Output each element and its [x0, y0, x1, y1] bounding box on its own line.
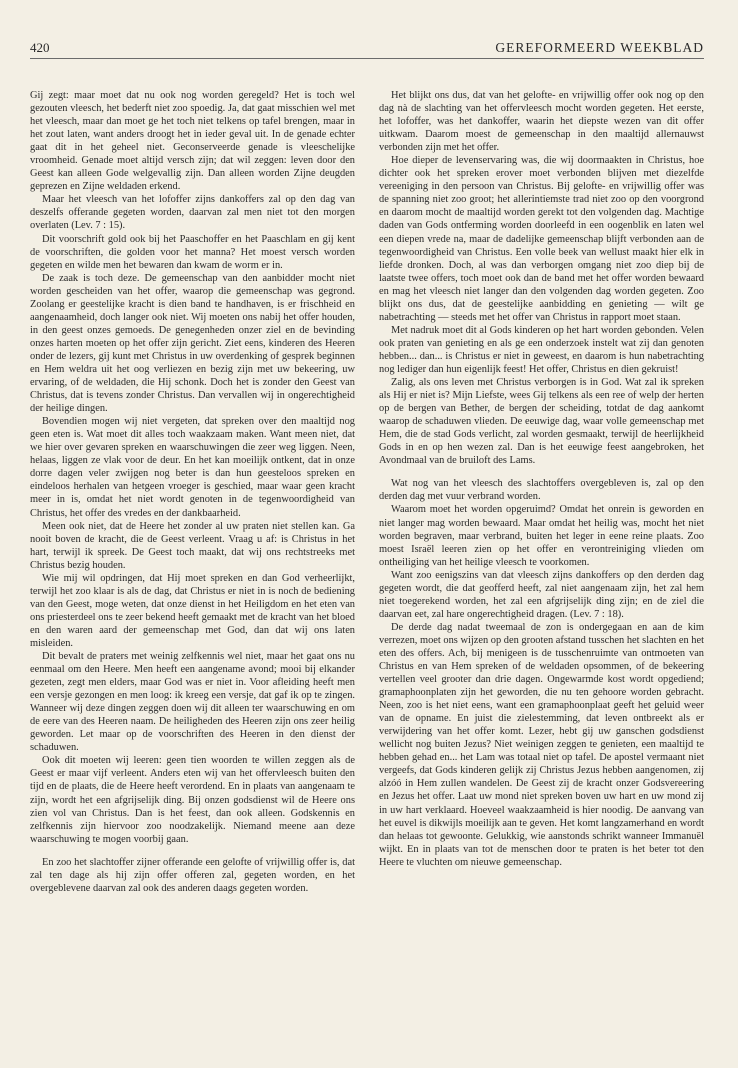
paragraph: Dit bevalt de praters met weinig zelfkennis wel niet, maar het gaat ons nu eenmaal om den Heere. Men heeft een aangename avond; mooi bij elkander gezeten, zegt men elders, maar God was er niet in. Voor afleiding heeft men een versje gezongen en men loog: ik kreeg een versje, dat gaf ik op te zingen. Wanneer wij deze dingen zeggen doen wij dit alleen ter waarschuwing en om de eere van des Heeren naam. De heiligheden des Heeren zijn ons zeer heilig geworden. Let maar op de voorschriften des Heeren in den dienst der schaduwen.: [30, 651, 355, 754]
paragraph: Met nadruk moet dit al Gods kinderen op het hart worden gebonden. Velen ook praten van genieting en als ge een onderzoek instelt wat zij dan genoten hebben... dan... is Christus er niet in geweest, en daarom is hun nabetrachting nog lediger dan hun eigenlijk feest! Het offer, Christus en dien gekruist!: [379, 324, 704, 375]
paragraph: Hoe dieper de levenservaring was, die wij doormaakten in Christus, hoe dichter ook het spreken erover moet verbonden blijven met diezelfde vereeniging in den persoon van Christus. Bij gelofte- en vrijwillig offer was de spanning niet zoo groot; het allerintiemste trad niet zoo op den voorgrond en daarom mocht de maaltijd worden gerekt tot den volgenden dag. Machtige daden van Gods ontferming worden doorleefd in een oogenblik en laten wel een diepen vrede na, maar de dadelijke gemeenschap blijft verbonden aan de tegenwoordigheid van Christus. Een volle beek van wellust maakt hier elk in liefde dronken. Doch, al was dan verborgen omgang niet zoo diep bij de laatste twee offers, toch moet ook dan de band met het offer worden bewaard en mag het vleesch niet langer dan den volgenden dag worden gegeten. Zoo blijkt ons dus, dat de geestelijke aanbidding en genieting — wilt ge nabetrachting — steeds met het offer van Christus in rapport moet staan.: [379, 155, 704, 323]
paragraph: Meen ook niet, dat de Heere het zonder al uw praten niet stellen kan. Ga nooit boven de kracht, die de Geest verleent. Vraag u af: is Christus in het hart, terwijl ik spreek. De Geest toch maakt, dat wij ons rechtstreeks met Christus bezig houden.: [30, 520, 355, 571]
page-header: [30, 40, 704, 59]
scripture-quote: Want zoo eenigszins van dat vleesch zijns dankoffers op den derden dag gegeten wordt, die dat geofferd heeft, zal niet aangenaam zijn, het zal hem niet toegerekend worden, het zal een afgrijselijk ding zijn; en de ziel die daarvan eet, zal hare ongerechtigheid dragen. (Lev. 7 : 18).: [379, 569, 704, 620]
page-number: 420: [30, 40, 50, 55]
paragraph: Dit voorschrift gold ook bij het Paaschoffer en het Paaschlam en gij kent de voorschriften, die golden voor het manna? Het moest versch worden gegeten en wilde men het bewaren dan kwam de worm er in.: [30, 233, 355, 271]
text-columns: [30, 89, 704, 895]
paragraph: Waarom moet het worden opgeruimd? Omdat het onrein is geworden en niet langer mag worden bewaard. Maar omdat het heilig was, mocht het niet worden begraven, maar verbrand, buiten het leger in eene reine plaats. Zoo moest Israël leeren zien op het offer en verontreiniging vlieden om ontheiliging van het heilige vleesch te voorkomen.: [379, 504, 704, 568]
paragraph: De derde dag nadat tweemaal de zon is ondergegaan en aan de kim verrezen, moet ons wijzen op den grooten afstand tusschen het slachten en het eten des offers. Ach, bij menigeen is de tusschenruimte van ontmoeten van Christus en van Hem spreken of de weldaden opsommen, of de bekeering vertellen veel grooter dan drie dagen. Ongewarmde kost wordt opgediend; gramaphoonplaten zijn het geworden, die nu ten gehoore worden gebracht. Neen, zoo is het niet eens, want een gramaphoonplaat geeft het geluid weer van de opname. En juist die zielestemming, dat leven ontbreekt als er verwijdering van het offer komt. Lezer, hebt gij uw ganschen godsdienst wellicht nog buiten Jezus? Niet weinigen zeggen te genieten, een maaltijd te hebben gehad en... het Lam was totaal niet op tafel. De apostel vermaant niet vergeefs, dat Gods kinderen gelijk zij Christus Jezus hebben aangenomen, zij alzóó in Hem zullen wandelen. De Geest zij de kracht onzer Godsvereering en Jezus het offer. Laat uw mond niet spreken boven uw hart en uw mond zij in uw hart verklaard. Hoeveel waakzaamheid is hier noodig. De aanvang van het euvel is dikwijls moeilijk aan te geven. Het komt langzamerhand en wordt dan helaas tot gewoonte. Gelukkig, wie aanstonds schrikt wanneer Immanuël wijkt. En in plaats van tot de menschen door te praten is het beter tot den Heere te vluchten om nieuwe gemeenschap.: [379, 621, 704, 868]
scripture-quote: Wat nog van het vleesch des slachtoffers overgebleven is, zal op den derden dag met vuur verbrand worden.: [379, 478, 704, 503]
left-column: [30, 89, 355, 895]
paragraph: Bovendien mogen wij niet vergeten, dat spreken over den maaltijd nog geen eten is. Wat moet dit alles toch waakzaam maken. Want meen niet, dat we hier over gevaren spreken en waarschuwingen die zeer weg liggen. Neen, helaas, liggen ze vlak voor de deur. En het kan moeilijk ontkent, dat in onze dorre dagen veler zwijgen nog beter is dan hun geesteloos spreken en eindeloos herhalen van hetgeen vroeger is geschied, maar waar geen kracht meer in is, omdat het niet wordt genoten in de tegenwoordigheid van Christus, het offer des vredes en der dankbaarheid.: [30, 416, 355, 519]
paragraph: Gij zegt: maar moet dat nu ook nog worden geregeld? Het is toch wel gezouten vleesch, het bederft niet zoo spoedig. Ja, dat gaat misschien wel met het vleesch, maar dan moet ge het toch niet telkens op tafel brengen, maar in het zout laten, want anders droogt het in ieder geval uit. In de genade echter gaat dit in het geheel niet. Geconserveerde genade is vleeschelijke vroomheid. Genade moet altijd versch zijn; dat wil zeggen: leven door den Geest kan alleen Gode welgevallig zijn. Dan alleen worden Zijne deugden geprezen en Zijne weldaden erkend.: [30, 90, 355, 193]
paragraph: Ook dit moeten wij leeren: geen tien woorden te willen zeggen als de Geest er maar vijf verleent. Anders eten wij van het offervleesch buiten den tijd en de plaats, die de Heere heeft verordend. En in plaats van aangenaam te zijn, wordt het een afgrijselijk ding. Bij onzen godsdienst wil de Heere ons zien vol van Christus. Dan is het feest, dan ook alleen. Godskennis en zelfkennis zijn hiervoor zoo noodzakelijk. Niemand meene aan deze waarschuwing te mogen voorbij gaan.: [30, 755, 355, 845]
paragraph: Het blijkt ons dus, dat van het gelofte- en vrijwillig offer ook nog op den dag nà de slachting van het offervleesch mocht worden gegeten. Het eerste, het lofoffer, was het dankoffer, waarin het diepste wezen van dit offer uitkwam. Daarom moest de gemeenschap in den maaltijd allernauwst verbonden zijn met het offer.: [379, 90, 704, 154]
right-column: [379, 89, 704, 895]
paragraph: De zaak is toch deze. De gemeenschap van den aanbidder mocht niet worden gescheiden van het offer, waarop die gemeenschap was gegrond. Zoolang er geestelijke kracht is dien band te handhaven, is er frischheid en aangenaamheid, doch langer ook niet. Wij moeten ons nabij het offer houden, in den geest onzes gemoeds. De genegenheden onzer ziel en de bevinding onzes harten moeten op het offer zijn gericht. Ziet eens, kinderen des Heeren onder de lezers, gij kunt met Christus in uw overdenking of gesprek beginnen en Hem weldra uit het oog verliezen en bezig zijn met uw bekeering, uw ervaring, of de weldaden, die Hij schonk. Doch het is zonder den Geest van Christus, dat is tevens zonder Christus. Dan vervallen wij in ongerechtigheid der heilige dingen.: [30, 272, 355, 415]
paragraph: Zalig, als ons leven met Christus verborgen is in God. Wat zal ik spreken als Hij er niet is? Mijn Liefste, wees Gij telkens als een ree of welp der herten op de bergen van Bether, de bergen der scheiding, totdat de dag aankomt waarop de schaduwen vlieden. De eeuwige dag, waar volle gemeenschap met Hem, die de stad Gods verlicht, zal worden gesmaakt, terwijl de heerlijkheid Gods in en op hen wezen zal. Dan is het eeuwige feest aangebroken, het Avondmaal van de bruiloft des Lams.: [379, 377, 704, 467]
paragraph: Maar het vleesch van het lofoffer zijns dankoffers zal op den dag van deszelfs offerande gegeten worden, daarvan zal men niet tot den morgen overlaten (Lev. 7 : 15).: [30, 194, 355, 232]
paragraph: Wie mij wil opdringen, dat Hij moet spreken en dan God verheerlijkt, terwijl het zoo klaar is als de dag, dat Christus er niet in is noch de bediening van den Geest, moge weten, dat onze dienst in het Heiligdom en het eten van ons priesterdeel ons te zeer bekend heeft gemaakt met de kracht van het bloed en den waren aard der gemeenschap met God, dan dat wij ons laten misleiden.: [30, 572, 355, 649]
scripture-quote: En zoo het slachtoffer zijner offerande een gelofte of vrijwillig offer is, dat zal ten dage als hij zijn offer offeren zal, gegeten worden, en het overgeblevene daarvan zal ook des anderen daags gegeten worden.: [30, 856, 355, 894]
journal-title: GEREFORMEERD WEEKBLAD: [495, 40, 704, 55]
